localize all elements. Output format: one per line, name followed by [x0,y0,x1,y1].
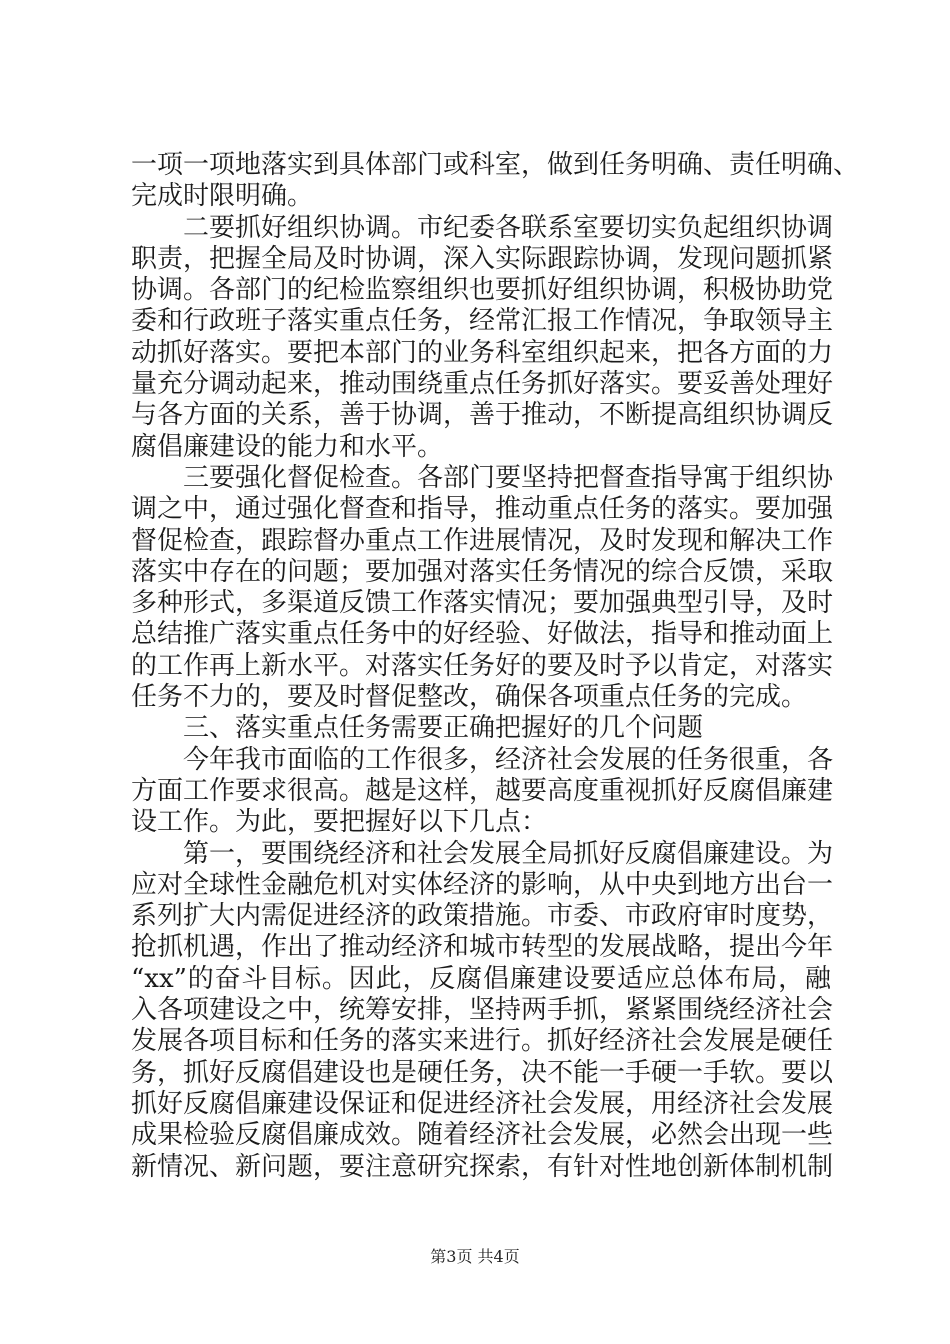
body-text [131,150,860,1183]
text-line: 调之中，通过强化督查和指导，推动重点任务的落实。要加强 [131,494,834,525]
text-line: 量充分调动起来，推动围绕重点任务抓好落实。要妥善处理好 [131,369,834,400]
text-line: 委和行政班子落实重点任务，经常汇报工作情况，争取领导主 [131,306,834,337]
text-line: 抢抓机遇，作出了推动经济和城市转型的发展战略，提出今年 [131,932,834,963]
text-line: 发展各项目标和任务的落实来进行。抓好经济社会发展是硬任 [131,1026,834,1057]
text-line: 动抓好落实。要把本部门的业务科室组织起来，把各方面的力 [131,337,834,368]
text-line: 落实中存在的问题；要加强对落实任务情况的综合反馈，采取 [131,556,834,587]
text-line: 完成时限明确。 [131,181,314,212]
text-line: 督促检查，跟踪督办重点工作进展情况，及时发现和解决工作 [131,525,834,556]
text-line: 抓好反腐倡廉建设保证和促进经济社会发展，用经济社会发展 [131,1088,834,1119]
text-line: 新情况、新问题，要注意研究探索，有针对性地创新体制机制 [131,1151,834,1182]
text-line: 系列扩大内需促进经济的政策措施。市委、市政府审时度势， [131,901,834,932]
text-line: 的工作再上新水平。对落实任务好的要及时予以肯定，对落实 [131,650,834,681]
text-line: 方面工作要求很高。越是这样，越要高度重视抓好反腐倡廉建 [131,775,834,806]
text-line: 协调。各部门的纪检监察组织也要抓好组织协调，积极协助党 [131,275,834,306]
text-line: 任务不力的，要及时督促整改，确保各项重点任务的完成。 [131,682,808,713]
section-heading: 三、落实重点任务需要正确把握好的几个问题 [183,713,704,744]
text-line: 三要强化督促检查。各部门要坚持把督查指导寓于组织协 [183,462,834,493]
text-line: 与各方面的关系，善于协调，善于推动，不断提高组织协调反 [131,400,834,431]
text-line: “xx”的奋斗目标。因此，反腐倡廉建设要适应总体布局，融 [131,963,831,994]
text-line: 务，抓好反腐倡建设也是硬任务，决不能一手硬一手软。要以 [131,1057,834,1088]
page-number-footer: 第3页 共4页 [430,1247,520,1266]
text-line: 多种形式，多渠道反馈工作落实情况；要加强典型引导，及时 [131,588,834,619]
text-line: 应对全球性金融危机对实体经济的影响，从中央到地方出台一 [131,869,834,900]
text-line: 成果检验反腐倡廉成效。随着经济社会发展，必然会出现一些 [131,1120,834,1151]
text-line: 总结推广落实重点任务中的好经验、好做法，指导和推动面上 [131,619,834,650]
text-line: 今年我市面临的工作很多，经济社会发展的任务很重，各 [183,744,834,775]
text-line: 职责，把握全局及时协调，深入实际跟踪协调，发现问题抓紧 [131,243,834,274]
text-line: 第一，要围绕经济和社会发展全局抓好反腐倡廉建设。为 [183,838,834,869]
text-line: 入各项建设之中，统筹安排，坚持两手抓，紧紧围绕经济社会 [131,995,834,1026]
text-line: 二要抓好组织协调。市纪委各联系室要切实负起组织协调 [183,212,834,243]
text-line: 一项一项地落实到具体部门或科室，做到任务明确、责任明确、 [131,150,860,180]
text-line: 腐倡廉建设的能力和水平。 [131,431,444,462]
text-line: 设工作。为此，要把握好以下几点： [131,807,548,838]
